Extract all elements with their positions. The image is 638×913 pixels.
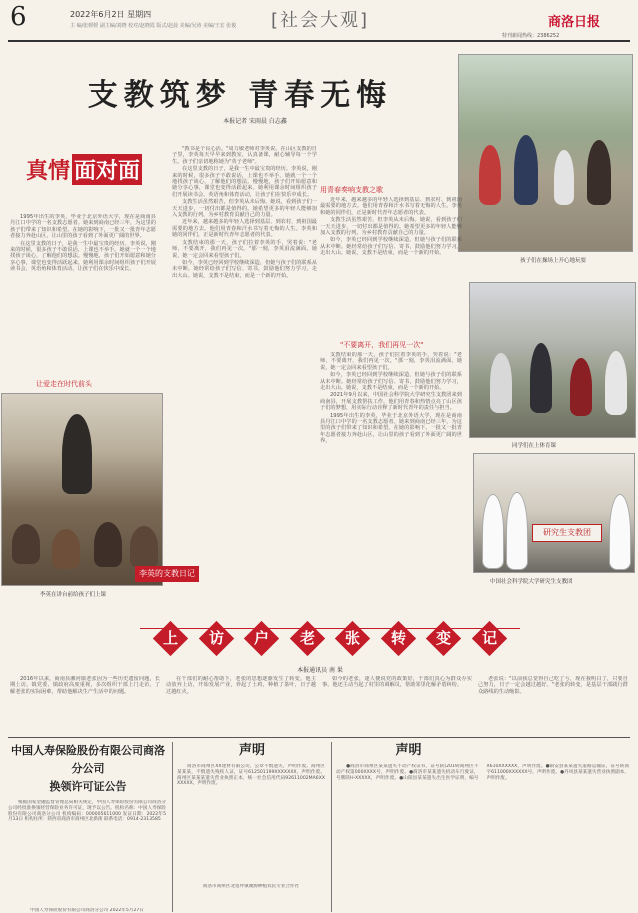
article-column [166, 676, 316, 734]
article-column [10, 214, 156, 364]
title-char: 上 [153, 621, 188, 656]
column-rule [331, 742, 332, 912]
paragraph: 支教结束的那一天，孩子们拉着李英的手，哭着说："老师，不要离开，我们再见一次。"那一刻，李英泪流满面。她说，她一定会回来看望孩子们。 [320, 352, 462, 371]
photo-caption: 同学们在上体育课 [512, 443, 557, 449]
feature-title-a: 真情 [26, 158, 71, 184]
paragraph: 2021年9月以来，中国社会科学院大学研究生支教团来到商南县，开展支教帮扶工作。他们用青春和热情点亮了山区孩子们的梦想，用实际行动诠释了新时代青年的责任与担当。 [320, 392, 462, 412]
paragraph: 如今，李英已经回到学校继续深造，但她与孩子们的联系从未中断。她经常给孩子们写信、寄书，鼓励他们努力学习，走出大山。她说，支教不是结束，而是一个新的开始。 [320, 237, 462, 257]
title-char: 变 [426, 621, 461, 656]
notice-body [8, 800, 166, 908]
notice-title: 中国人寿保险股份有限公司商洛分公司 [11, 744, 165, 775]
paragraph: 1995年出生的李英，毕业于北京外语大学，现在是商南县丹江口中学的一名支教志愿者。她来到商南已经三年，为这里的孩子们带来了知识和希望。在她的影响下，一批又一批青年志愿者接力奔赴山区，让山里的孩子看到了外面更广阔的世界。 [320, 412, 462, 445]
title-char: 老 [290, 621, 325, 656]
paragraph: 根据国家金融监督管理总局相关规定，中国人寿保险股份有限公司商洛分公司经批准换领经营保险业务许可证，现予以公告。机构名称：中国人寿保险股份有限公司商洛分公司 机构编码：000005611000 发证日期：2022年5月13日 机构住所：陕西省商洛市商州区北新街 联系电话：0914-2313585 [8, 800, 166, 823]
teacher-figure [62, 414, 92, 494]
title-char: 访 [198, 621, 233, 656]
student-figure [490, 353, 512, 413]
page-number: 6 [10, 2, 27, 32]
article-column [10, 676, 160, 734]
article-byline: 本报记者 宋雨晨 白志鑫 [223, 118, 287, 125]
notice-footer [177, 884, 325, 898]
paragraph: 在干部们的耐心帮助下，老张的思想逐渐发生了转变。他主动放弃上访，开始发展产业，养起了土鸡，种植了茶叶，日子越过越红火。 [166, 676, 316, 695]
photo-classroom [1, 393, 163, 586]
paragraph: 支教生活虽然艰苦，但李英从未后悔。她说，看到孩子们一天天进步，一切付出都是值得的。她希望更多的年轻人能够加入支教的行列，为乡村教育贡献自己的力量。 [172, 199, 317, 219]
notice-body [177, 764, 325, 884]
notice-insurance [8, 742, 168, 912]
article-column [320, 197, 462, 335]
paragraph: 在这里支教的日子，是我一生中最宝贵的经历。李英说，刚来的时候，很多孩子不敢说话，上课也不举手。她就一个一个地找孩子谈心，了解他们的想法。慢慢地，孩子们开始愿意和她分享心事，课堂也变得活跃起来。她利用课余时间组织孩子们开展读书会、英语角和体育活动，让孩子们在快乐中成长。 [10, 240, 156, 273]
notice-body [336, 764, 629, 909]
paragraph: 支教结束的那一天，孩子们拉着李英的手，哭着说："老师，不要离开，我们再见一次。"那一刻，李英泪流满面。她说，她一定会回来看望孩子们。 [172, 239, 317, 259]
issue-date: 2022年6月2日 星期四 [70, 10, 152, 19]
member-figure [482, 494, 504, 569]
banner-text: 研究生支教团 [543, 528, 591, 537]
title-char: 记 [472, 621, 507, 656]
student-figure [130, 526, 158, 568]
paragraph: 近年来，越来越多的年轻人选择到基层、到农村、到祖国最需要的地方去。他们用青春和汗水书写着无悔的人生。李英和她的同伴们，正是新时代青年志愿者的代表。 [320, 197, 462, 216]
header-rule [8, 40, 630, 42]
editor-line: 主 编/张媛媛 副主编/刘晓 校对/赵晓霞 版式/赵晨 美编/吴涛 美编/王宏 张俊 [70, 23, 237, 29]
article-column [322, 676, 472, 734]
paragraph: 2016年以来，商南县湘河镇老张因为一些历史遗留问题，长期上访。镇党委、镇政府高度重视，多次组织干部上门走访，了解老张的实际困难，帮助他解决生产生活中的问题。 [10, 676, 160, 695]
paragraph: "教书是个良心活。"周力敏老师对李英说。在山区支教的日子里，李英每天早早来到教室，认真备课，耐心辅导每一个学生。孩子们亲切地称她为"英子老师"。 [172, 146, 317, 165]
photo-playground [458, 54, 633, 252]
article2-byline: 本报通讯员 南 果 [297, 667, 343, 674]
paragraph: ●商洛市商州区某某遗失不动产权证书，证号陕(2019)商州区不动产权第000XXXX号，声明作废。●商洛市某某遗失机动车行驶证，号牌陕H-XXXXX，声明作废。●山阳县某某遗失出生医学证明，编号X610XXXXXX，声明作废。●镇安县某某遗失道路运输证，证号陕商字611000XXXXXX号，声明作废。●丹凤县某某遗失营业执照副本，声明作废。 [336, 764, 629, 781]
child-figure [479, 145, 501, 205]
paragraph: 老张说："以前我总觉得自己吃了亏，现在我明白了，只要自己努力，日子一定会越过越好。"老张的转变，是基层干部践行群众路线的生动缩影。 [478, 676, 628, 695]
notice-title: 声明 [238, 743, 265, 758]
article-column [320, 352, 462, 607]
section-divider [8, 737, 630, 738]
photo-caption: 中国社会科学院大学研究生支教团 [490, 579, 573, 585]
column-rule [172, 742, 173, 912]
paragraph: 1995年出生的李英，毕业于北京外语大学，现在是商南县丹江口中学的一名支教志愿者。她来到商南已经三年，为这里的孩子们带来了知识和希望。在她的影响下，一批又一批青年志愿者接力奔赴山区，让山里的孩子看到了外面更广阔的世界。 [10, 214, 156, 240]
section-title: [社会大观] [270, 10, 370, 31]
subhead: 用青春奏响支教之歌 [320, 186, 383, 194]
article2-title [140, 626, 520, 651]
photo-group [473, 453, 635, 573]
paragraph: 如今的老张，逢人便说党的政策好，干部们真心为群众办实事。他还主动当起了村里的调解员，帮助邻里化解矛盾纠纷。 [322, 676, 472, 689]
notice-subtitle: 换领许可证公告 [49, 780, 127, 793]
student-figure [530, 343, 552, 413]
paragraph: 近年来，越来越多的年轻人选择到基层、到农村、到祖国最需要的地方去。他们用青春和汗水书写着无悔的人生。李英和她的同伴们，正是新时代青年志愿者的代表。 [172, 219, 317, 239]
member-figure [609, 494, 631, 570]
notice-title: 声明 [395, 743, 422, 758]
paragraph: 商洛市商州区北宽坪镇聚源种植农民专业合作社 [202, 884, 300, 889]
paragraph: 支教生活虽然艰苦，但李英从未后悔。她说，看到孩子们一天天进步，一切付出都是值得的。她希望更多的年轻人能够加入支教的行列，为乡村教育贡献自己的力量。 [320, 217, 462, 237]
page-header [0, 0, 638, 42]
child-figure [514, 135, 538, 205]
subhead: "不要离开，我们再见一次" [340, 341, 424, 349]
paragraph: 中国人寿保险股份有限公司商洛分公司 2022年5月27日 [30, 908, 144, 913]
child-figure [554, 150, 574, 205]
paragraph: 商洛市商州区XX建材有限公司，公章不慎遗失，声明作废。商州区某某某，不慎遗失残疾人证，证号612501199XXXXXXX，声明作废。商州区某某某遗失营业执照正本，统一社会信用代码92611002MA6XXXXXXX，声明作废。 [177, 764, 325, 787]
student-figure [605, 351, 627, 415]
student-figure [94, 522, 122, 567]
photo-caption: 李英在讲台前给孩子们上课 [40, 592, 107, 598]
notice-footer [8, 908, 166, 913]
feature-title [26, 154, 142, 185]
team-banner [532, 524, 602, 542]
feature-title-b: 面对面 [72, 154, 142, 185]
subhead: 让爱走在时代前头 [36, 380, 92, 388]
paragraph: 如今，李英已经回到学校继续深造，但她与孩子们的联系从未中断。她经常给孩子们写信、寄书，鼓励他们努力学习，走出大山。她说，支教不是结束，而是一个新的开始。 [172, 259, 317, 279]
article-title: 支教筑梦 青春无悔 [87, 78, 393, 113]
hotline: 特刊新闻热线：2386252 [502, 33, 560, 39]
photo-label: 李英的支教日记 [135, 566, 199, 582]
newspaper-logo: 商洛日报 [548, 15, 601, 30]
paragraph: 在这里支教的日子，是我一生中最宝贵的经历。李英说，刚来的时候，很多孩子不敢说话，上课也不举手。她就一个一个地找孩子谈心，了解他们的想法。慢慢地，孩子们开始愿意和她分享心事，课堂也变得活跃起来。她利用课余时间组织孩子们开展读书会、英语角和体育活动，让孩子们在快乐中成长。 [172, 166, 317, 198]
child-figure [587, 140, 611, 205]
paragraph: 如今，李英已经回到学校继续深造，但她与孩子们的联系从未中断。她经常给孩子们写信、寄书，鼓励他们努力学习，走出大山。她说，支教不是结束，而是一个新的开始。 [320, 372, 462, 392]
student-figure [52, 529, 80, 569]
student-figure [570, 358, 592, 416]
photo-caption: 孩子们在操场上开心地玩耍 [520, 258, 587, 264]
notice-statement-1 [177, 742, 327, 912]
photo-pe-class [469, 282, 636, 438]
notice-statement-2 [336, 742, 631, 912]
title-char: 转 [381, 621, 416, 656]
student-figure [12, 524, 40, 564]
member-figure [506, 492, 528, 570]
article-column [172, 146, 317, 608]
title-char: 张 [335, 621, 370, 656]
title-char: 户 [244, 621, 279, 656]
article-column [478, 676, 628, 734]
